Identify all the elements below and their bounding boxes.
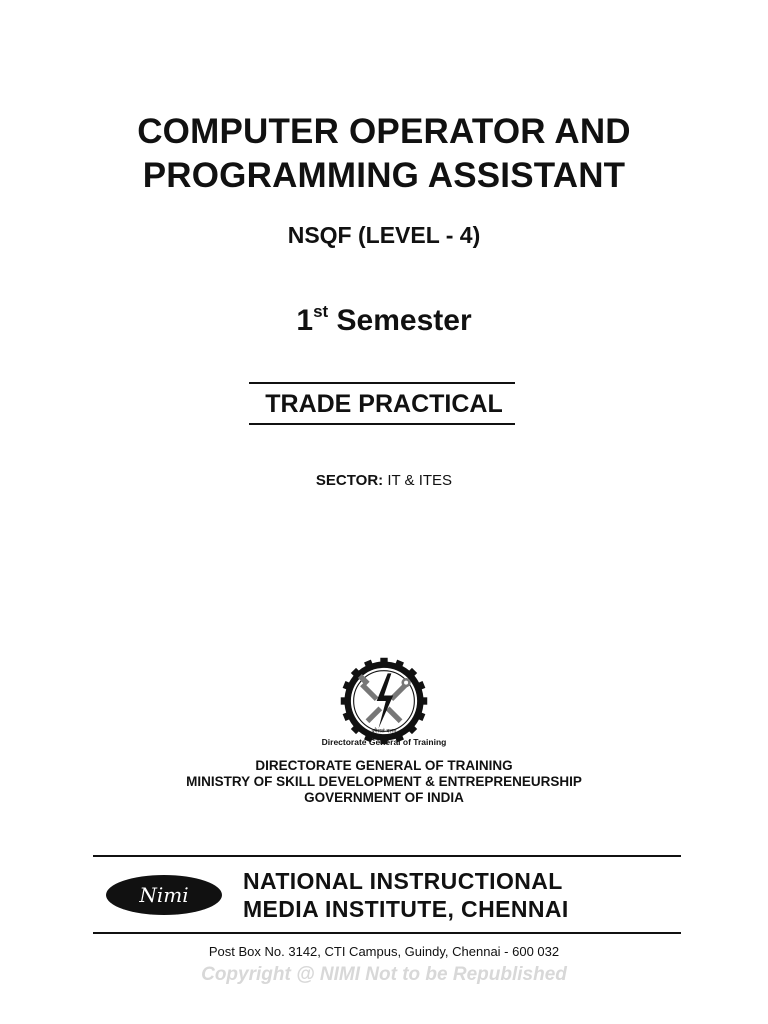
sector-label: SECTOR: — [315, 472, 384, 489]
publisher-rule-top — [93, 855, 681, 857]
semester-number: 1 — [296, 304, 314, 337]
publisher-address: Post Box No. 3142, CTI Campus, Guindy, Chennai - 600 032 — [208, 944, 560, 959]
subject-title: TRADE PRACTICAL — [265, 390, 503, 418]
book-title-line-2: PROGRAMMING ASSISTANT — [142, 156, 626, 195]
issuer-line-2: MINISTRY OF SKILL DEVELOPMENT & ENTREPRENEURSHIP — [186, 774, 582, 789]
sector-line — [0, 472, 768, 489]
publisher-rule-bottom — [93, 932, 681, 934]
dgt-emblem-icon — [338, 655, 430, 747]
semester-heading — [0, 304, 768, 338]
semester-word: Semester — [336, 304, 472, 337]
book-title-line-1: COMPUTER OPERATOR AND — [137, 112, 631, 151]
issuer-line-1: DIRECTORATE GENERAL OF TRAINING — [255, 758, 513, 773]
semester-suffix: st — [313, 302, 329, 321]
nsqf-level: NSQF (LEVEL - 4) — [287, 222, 481, 248]
emblem-motto: कौशलं बलम् — [371, 728, 397, 735]
nimi-logo-icon — [104, 872, 224, 918]
emblem-caption: Directorate General of Training — [321, 737, 447, 747]
copyright-watermark: Copyright @ NIMI Not to be Republished — [201, 964, 567, 985]
issuer-line-3: GOVERNMENT OF INDIA — [304, 790, 464, 805]
subject-rule-bottom — [249, 423, 515, 425]
sector-value: IT & ITES — [387, 472, 453, 489]
publisher-name-line-2: MEDIA INSTITUTE, CHENNAI — [243, 896, 569, 922]
subject-rule-top — [249, 382, 515, 384]
nimi-logo-text: Nimi — [139, 883, 189, 907]
publisher-name-line-1: NATIONAL INSTRUCTIONAL — [243, 868, 563, 894]
